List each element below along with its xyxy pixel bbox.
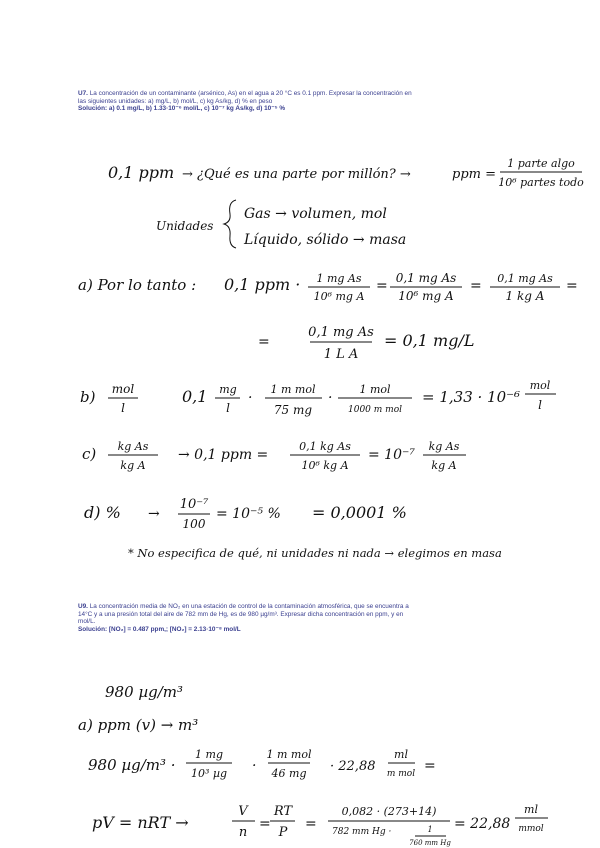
hw-b-f3-num: 1 mol <box>359 383 391 396</box>
hw-d-num: 10⁻⁷ <box>179 497 209 512</box>
hw-d-result: = 10⁻⁵ % <box>216 506 281 522</box>
hw-c-rden: kg A <box>431 459 457 472</box>
hw-c-lnum: kg As <box>117 440 149 453</box>
hw-gas-rnum: ml <box>524 803 538 816</box>
hw-c-label: c) <box>82 445 97 463</box>
hw-note: * No especifica de qué, ni unidades ni nada → elegimos en masa <box>128 546 502 560</box>
hw-b-rden: l <box>538 398 542 412</box>
hw-u9-dot: · <box>252 758 257 774</box>
problem-u9-number: U9. <box>78 603 88 610</box>
hw-b-dot2: · <box>328 390 333 406</box>
hw-u9-vm-den: m mol <box>386 769 416 779</box>
hw-gas-rtden: P <box>278 825 288 840</box>
problem-u9-solution: [NO₂] = 0.487 ppm,; [NO₂] = 2.13·10⁻⁸ mol/L <box>108 625 241 633</box>
hw-b-f2-num: 1 m mol <box>270 383 316 396</box>
hw-ppm-question: → ¿Qué es una parte por millón? → <box>182 167 411 182</box>
problem-u7-solution: a) 0.1 mg/L, b) 1.33·10⁻⁶ mol/L, c) 10⁻⁷ kg As/kg, d) 10⁻⁵ % <box>108 105 286 113</box>
hw-ppm-eq: ppm = <box>452 167 496 182</box>
hw-gas-num: 0,082 · (273+14) <box>341 805 437 818</box>
hw-gas-rtnum: RT <box>273 804 293 819</box>
hw-c-result: = 10⁻⁷ <box>368 447 415 463</box>
hw-c-f-den: 10⁶ kg A <box>301 459 349 472</box>
hw-u9-f2-num: 1 m mol <box>266 748 312 761</box>
hw-a-eq3: = <box>566 278 578 294</box>
hw-a2-den: 1 L A <box>323 347 359 362</box>
hw-b-value: 0,1 <box>182 387 208 406</box>
hw-b-lden: l <box>121 401 125 415</box>
hw-a-f3-den: 1 kg A <box>505 289 545 303</box>
hw-c-arrow: → 0,1 ppm = <box>178 447 269 463</box>
hw-u9-f2-den: 46 mg <box>271 767 307 780</box>
hw-d-arrow: → <box>148 506 160 522</box>
hw-a-label: a) Por lo tanto : <box>78 276 197 294</box>
hw-u9-f1-den: 10³ µg <box>190 767 228 780</box>
hw-c-lden: kg A <box>120 459 146 472</box>
hw-c-rnum: kg As <box>428 440 460 453</box>
hw-a-f1-num: 1 mg As <box>316 272 362 285</box>
hw-ppm-den: 10⁶ partes todo <box>498 176 584 189</box>
problem-u9-statement: La concentración media de NO₂ en una estación de control de la contaminación atmosférica, que se encuentra a 14°C y a una presión total del aire de 782 mm de Hg, es de 980 µg/m³. Expresar dicha concentración en ppm, y en mol/L. <box>78 603 409 626</box>
problem-u7-statement: La concentración de un contaminante (arsénico, As) en el agua a 20 °C es 0.1 ppm. Expresar la concentración en las siguientes unidades: a) mg/L, b) mol/L, c) kg As/kg, d) % en peso <box>78 90 412 105</box>
hw-b-lnum: mol <box>111 382 135 396</box>
hw-gas-eq2: = <box>305 816 317 832</box>
hw-u9-eq: = <box>424 758 436 774</box>
hw-a2-eq: = <box>258 334 270 350</box>
hw-ppm-num: 1 parte algo <box>507 157 575 170</box>
hw-gas-eq1: = <box>259 816 271 832</box>
hw-b-label: b) <box>80 388 96 406</box>
hw-a-eq1: = <box>376 278 388 294</box>
hw-a2-num: 0,1 mg As <box>308 325 374 340</box>
hw-gas-den-frac-den: 760 mm Hg <box>409 839 451 847</box>
hw-gas-den: 782 mm Hg · <box>332 827 392 837</box>
hw-b-rnum: mol <box>529 379 551 392</box>
hw-a-eq2: = <box>470 278 482 294</box>
hw-a-f1-den: 10⁶ mg A <box>313 290 365 303</box>
hw-gas-result: = 22,88 <box>454 816 511 832</box>
hw-gas-den-frac-num: 1 <box>427 825 433 834</box>
hw-units-liquid: Líquido, sólido → masa <box>244 232 407 248</box>
problem-u7-solution-label: Solución: <box>78 105 108 113</box>
hw-d-result2: = 0,0001 % <box>312 503 407 522</box>
hw-a-f2-den: 10⁶ mg A <box>398 289 454 303</box>
hw-u9-vm-num: ml <box>394 748 408 761</box>
hw-u9-a: a) ppm (v) → m³ <box>78 716 199 734</box>
hw-b-f3-den: 1000 m mol <box>348 405 402 415</box>
hw-b-dot1: · <box>248 390 253 406</box>
hw-ppm-value: 0,1 ppm <box>108 163 175 182</box>
hw-units-gas: Gas → volumen, mol <box>244 206 387 222</box>
hw-a-f2-num: 0,1 mg As <box>395 271 457 285</box>
hw-gas-rden: mmol <box>518 824 544 834</box>
hw-b-f2-den: 75 mg <box>273 403 313 417</box>
hw-c-f-num: 0,1 kg As <box>299 440 351 453</box>
hw-u9-vm: · 22,88 <box>330 759 376 774</box>
problem-u7-number: U7. <box>78 90 88 97</box>
hw-a-f3-num: 0,1 mg As <box>497 272 553 285</box>
problem-u9-solution-label: Solución: <box>78 625 108 633</box>
hw-a-ppm: 0,1 ppm · <box>224 275 301 294</box>
hw-u9-calc: 980 µg/m³ · <box>88 756 176 774</box>
hw-u9-f1-num: 1 mg <box>195 748 223 761</box>
hw-d-den: 100 <box>182 517 206 531</box>
hw-b-f1-den: l <box>226 401 230 415</box>
hw-gas-law: pV = nRT → <box>92 813 189 832</box>
hw-b-f1-num: mg <box>219 383 237 396</box>
hw-u9-given: 980 µg/m³ <box>105 683 184 701</box>
hw-gas-vden: n <box>238 825 248 840</box>
hw-b-result: = 1,33 · 10⁻⁶ <box>422 388 521 406</box>
hw-a2-result: = 0,1 mg/L <box>384 331 475 350</box>
hw-units-label: Unidades <box>156 219 214 233</box>
hw-gas-vnum: V <box>238 804 248 819</box>
hw-d-label: d) % <box>84 503 121 522</box>
